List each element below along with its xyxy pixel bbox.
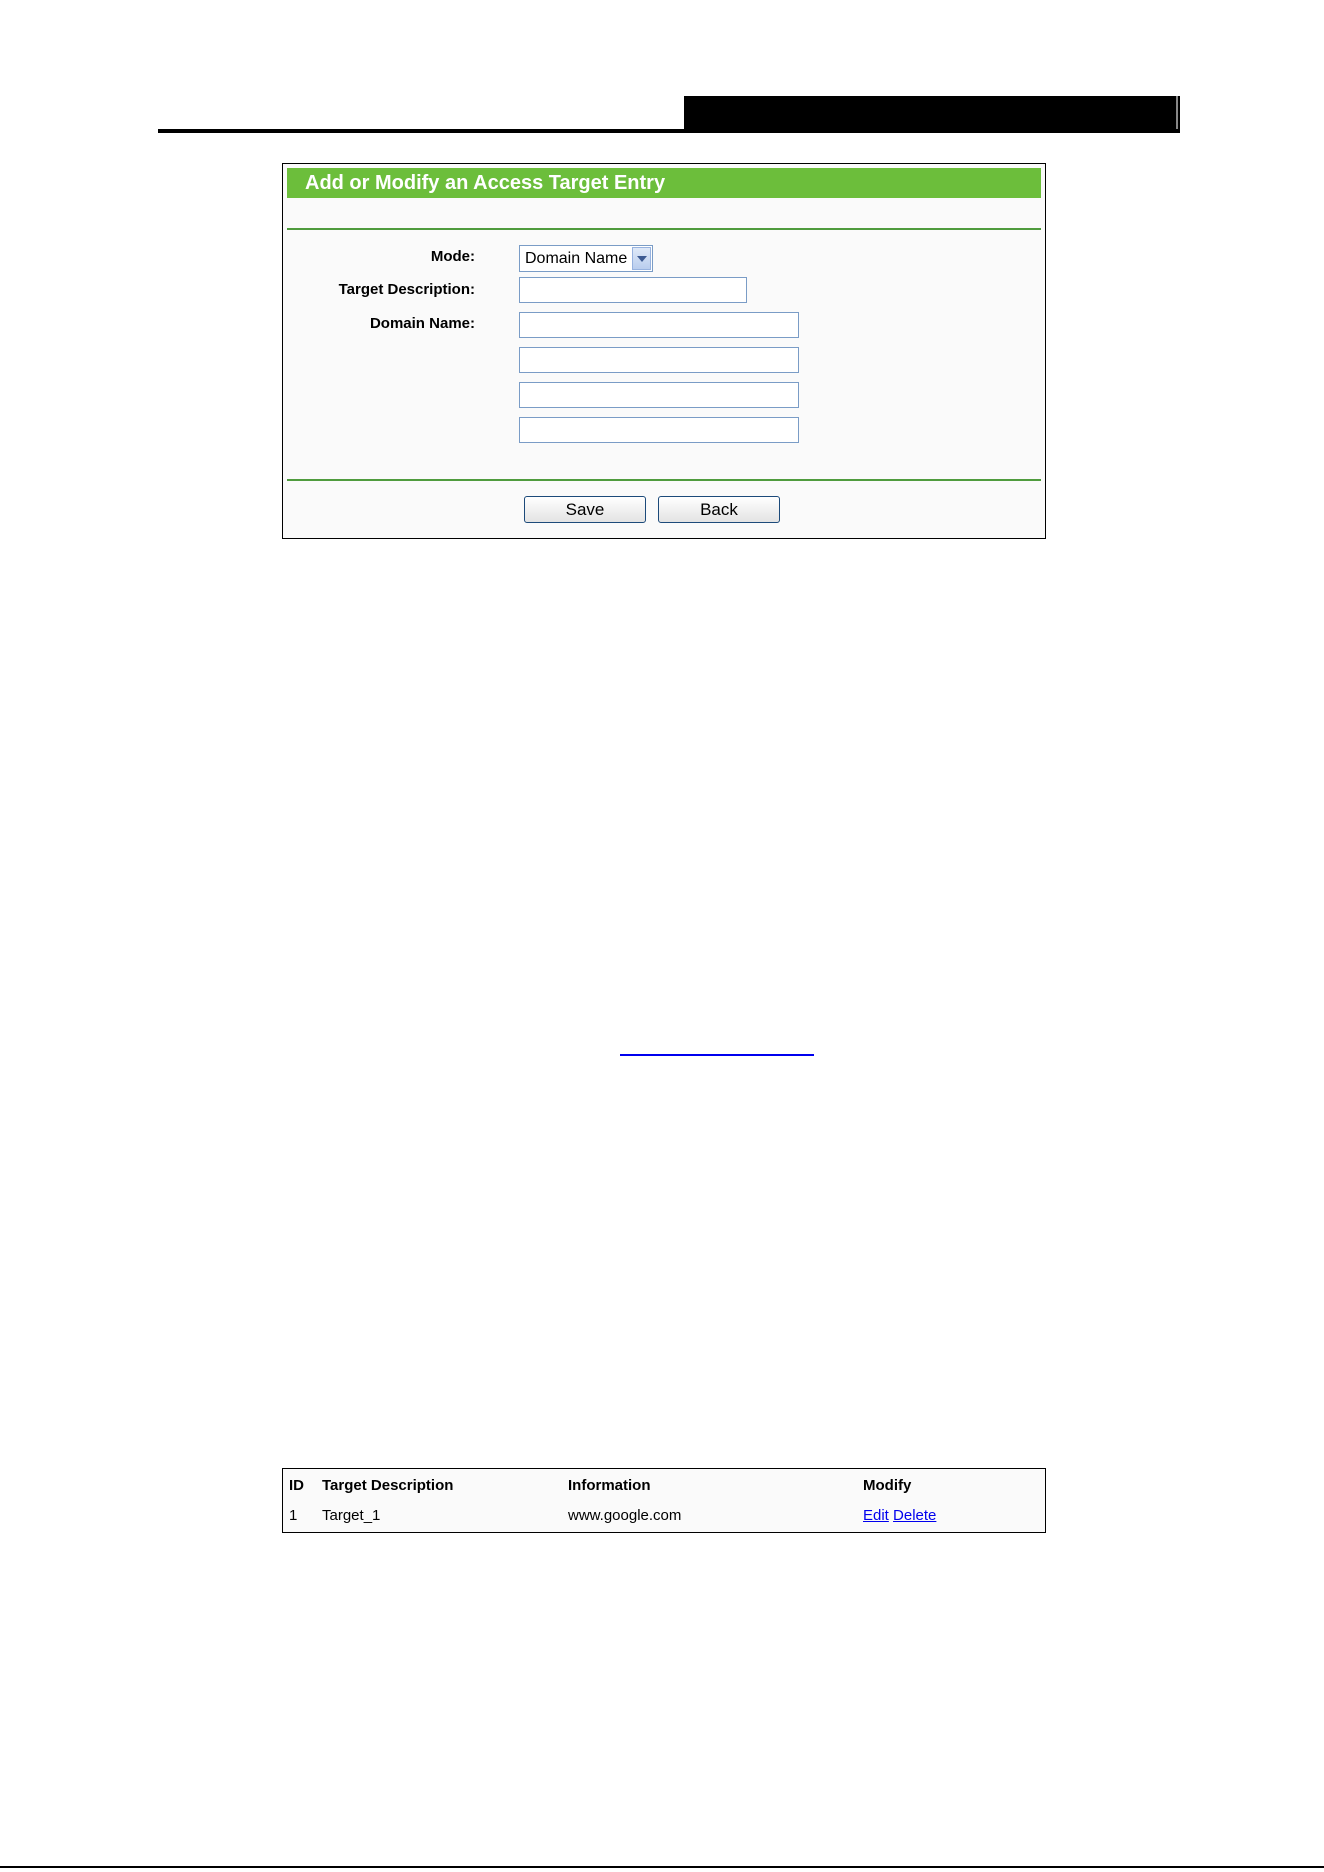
cell-description: Target_1 (322, 1507, 381, 1524)
target-table (282, 1468, 1046, 1533)
save-button[interactable]: Save (524, 496, 646, 523)
domain-name-input-1[interactable] (519, 312, 799, 338)
column-header-modify: Modify (863, 1477, 912, 1494)
panel-divider-top (287, 228, 1041, 230)
column-header-information: Information (568, 1477, 651, 1494)
target-description-input[interactable] (519, 277, 747, 303)
header-bar-edge (1176, 96, 1178, 132)
domain-name-input-3[interactable] (519, 382, 799, 408)
cell-modify (863, 1507, 936, 1524)
domain-name-label: Domain Name: (369, 315, 475, 332)
mode-label: Mode: (430, 248, 475, 265)
footer-rule (0, 1866, 1324, 1868)
back-button[interactable]: Back (658, 496, 780, 523)
access-target-panel (282, 163, 1046, 539)
domain-name-input-4[interactable] (519, 417, 799, 443)
cell-id: 1 (289, 1507, 298, 1524)
column-header-id: ID (289, 1477, 304, 1494)
header-bar (684, 96, 1180, 132)
domain-name-input-2[interactable] (519, 347, 799, 373)
delete-link[interactable]: Delete (893, 1507, 937, 1524)
header-rule (158, 129, 1180, 133)
chevron-down-icon[interactable] (632, 247, 651, 270)
cell-information: www.google.com (568, 1507, 682, 1524)
panel-divider-bottom (287, 479, 1041, 481)
mode-select[interactable] (519, 245, 653, 272)
column-header-description: Target Description (322, 1477, 454, 1494)
mode-select-value: Domain Name (525, 250, 628, 267)
target-description-label: Target Description: (338, 281, 475, 298)
panel-title: Add or Modify an Access Target Entry (287, 168, 1041, 198)
edit-link[interactable]: Edit (863, 1507, 889, 1524)
hyperlink-underline[interactable] (620, 1054, 814, 1056)
